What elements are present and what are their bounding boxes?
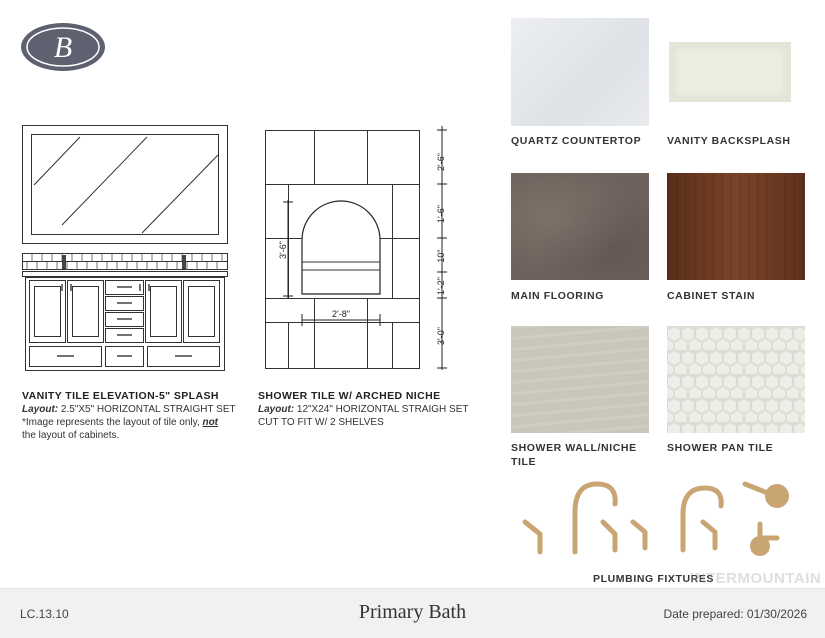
footer — [0, 588, 825, 638]
dim-3-0: 3'-0" — [436, 327, 446, 345]
vanity-caption — [22, 390, 252, 442]
swatch-quartz-countertop — [511, 18, 649, 126]
vanity-title: VANITY TILE ELEVATION-5" SPLASH — [22, 390, 219, 402]
vanity-elevation-drawing — [22, 125, 228, 371]
plumbing-fixtures-image — [515, 472, 800, 572]
label-vanity-backsplash: VANITY BACKSPLASH — [667, 135, 791, 147]
label-shower-wall-niche-tile: SHOWER WALL/NICHE TILE — [511, 442, 637, 468]
shower-title: SHOWER TILE W/ ARCHED NICHE — [258, 390, 441, 402]
swatch-shower-wall-niche-tile — [511, 326, 649, 433]
swatch-main-flooring — [511, 173, 649, 280]
label-quartz-countertop: QUARTZ COUNTERTOP — [511, 135, 642, 147]
shower-tile-drawing — [262, 122, 454, 380]
shower-caption — [258, 390, 488, 429]
dim-niche-width: 2'-8" — [332, 309, 350, 319]
swatch-vanity-backsplash — [669, 42, 791, 102]
date-prepared: Date prepared: 01/30/2026 — [663, 607, 807, 621]
brand-logo — [20, 22, 106, 72]
dim-1-2: 1'-2" — [436, 277, 446, 295]
dim-10: 10" — [436, 249, 446, 263]
vanity-note-end: the layout of cabinets. — [22, 430, 120, 441]
vanity-note: *Image represents the layout of tile only, — [22, 417, 203, 428]
svg-text:B: B — [53, 31, 73, 64]
swatch-cabinet-stain — [667, 173, 805, 280]
shower-layout-value: 12"X24" HORIZONTAL STRAIGH SET — [294, 404, 469, 415]
label-cabinet-stain: CABINET STAIN — [667, 290, 756, 302]
dim-1-6: 1'-6" — [436, 205, 446, 223]
label-main-flooring: MAIN FLOORING — [511, 290, 604, 302]
label-plumbing-fixtures: PLUMBING FIXTURES — [593, 573, 715, 585]
page-title: Primary Bath — [358, 601, 467, 623]
vanity-layout-label: Layout: — [22, 404, 59, 415]
watermark: INTERMOUNTAIN — [690, 570, 822, 587]
shower-layout-label: Layout: — [258, 404, 295, 415]
vanity-note-emphasis: not — [202, 417, 219, 428]
shower-note: CUT TO FIT W/ 2 SHELVES — [258, 417, 384, 428]
sheet-code: LC.13.10 — [20, 607, 69, 621]
vanity-layout-value: 2.5"X5" HORIZONTAL STRAIGHT SET — [58, 404, 236, 415]
label-shower-pan-tile: SHOWER PAN TILE — [667, 442, 774, 454]
dim-niche-height: 3'-6" — [278, 241, 288, 259]
dim-2-6: 2'-6" — [436, 153, 446, 171]
swatch-shower-pan-tile — [667, 326, 805, 433]
